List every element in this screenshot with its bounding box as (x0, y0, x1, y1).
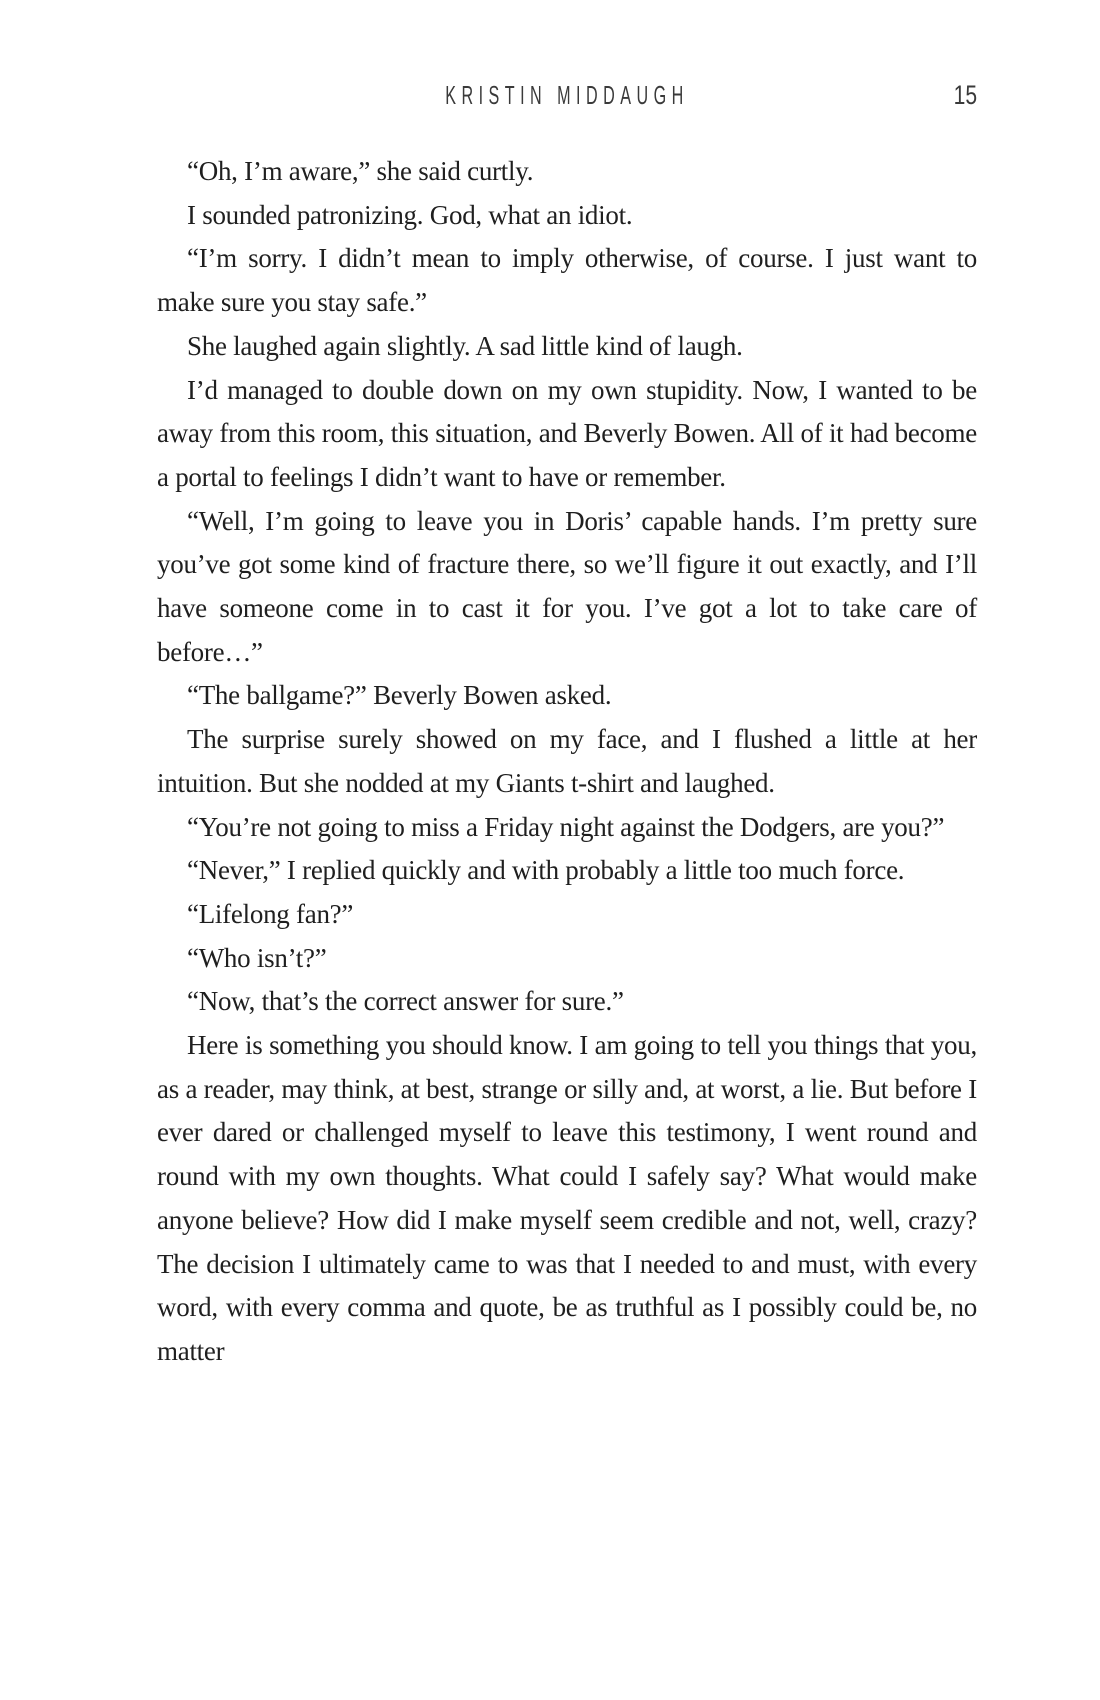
paragraph: I sounded patronizing. God, what an idiot. (187, 199, 633, 230)
paragraph: “The ballgame?” Beverly Bowen asked. (187, 680, 612, 711)
running-header-row (157, 80, 977, 110)
paragraph: She laughed again slightly. A sad little kind of laugh. (187, 330, 743, 361)
paragraph: “Well, I’m going to leave you in Doris’ capable hands. I’m pretty sure you’ve got some kind of fracture there, so we’ll figure it out exactly, and I’ll have someone come in to cast it for you. I’ve got a lot to take care of before…” (157, 505, 977, 667)
paragraph: The surprise surely showed on my face, and I flushed a little at her intuition. But she nodded at my Giants t-shirt and laughed. (157, 724, 977, 798)
paragraph: “Who isn’t?” (187, 942, 327, 973)
paragraph: “I’m sorry. I didn’t mean to imply otherwise, of course. I just want to make sure you stay safe.” (157, 243, 977, 318)
paragraph: “Oh, I’m aware,” she said curtly. (187, 156, 534, 186)
paragraph: “Never,” I replied quickly and with probably a little too much force. (187, 855, 905, 886)
body-text (157, 150, 977, 1374)
paragraph: Here is something you should know. I am going to tell you things that you, as a reader, may think, at best, strange or silly and, at worst, a lie. But before I ever dared or challenged myself to leave this testimony, I went round and round with my own thoughts. What could I safely say? What would make anyone believe? How did I make myself seem credible and not, well, crazy? The decision I ultimately came to was that I needed to and must, with every word, with every comma and quote, be as truthful as I possibly could be, no matter (157, 1030, 977, 1366)
page-number: 15 (953, 80, 977, 110)
paragraph: “You’re not going to miss a Friday night against the Dodgers, are you?” (187, 811, 945, 842)
paragraph: “Lifelong fan?” (187, 898, 354, 929)
paragraph: “Now, that’s the correct answer for sure.” (187, 986, 624, 1017)
paragraph: I’d managed to double down on my own stupidity. Now, I wanted to be away from this room, this situation, and Beverly Bowen. All of it had become a portal to feelings I didn’t want to have or remember. (157, 374, 977, 492)
running-header-title: KRISTIN MIDDAUGH (445, 80, 689, 110)
